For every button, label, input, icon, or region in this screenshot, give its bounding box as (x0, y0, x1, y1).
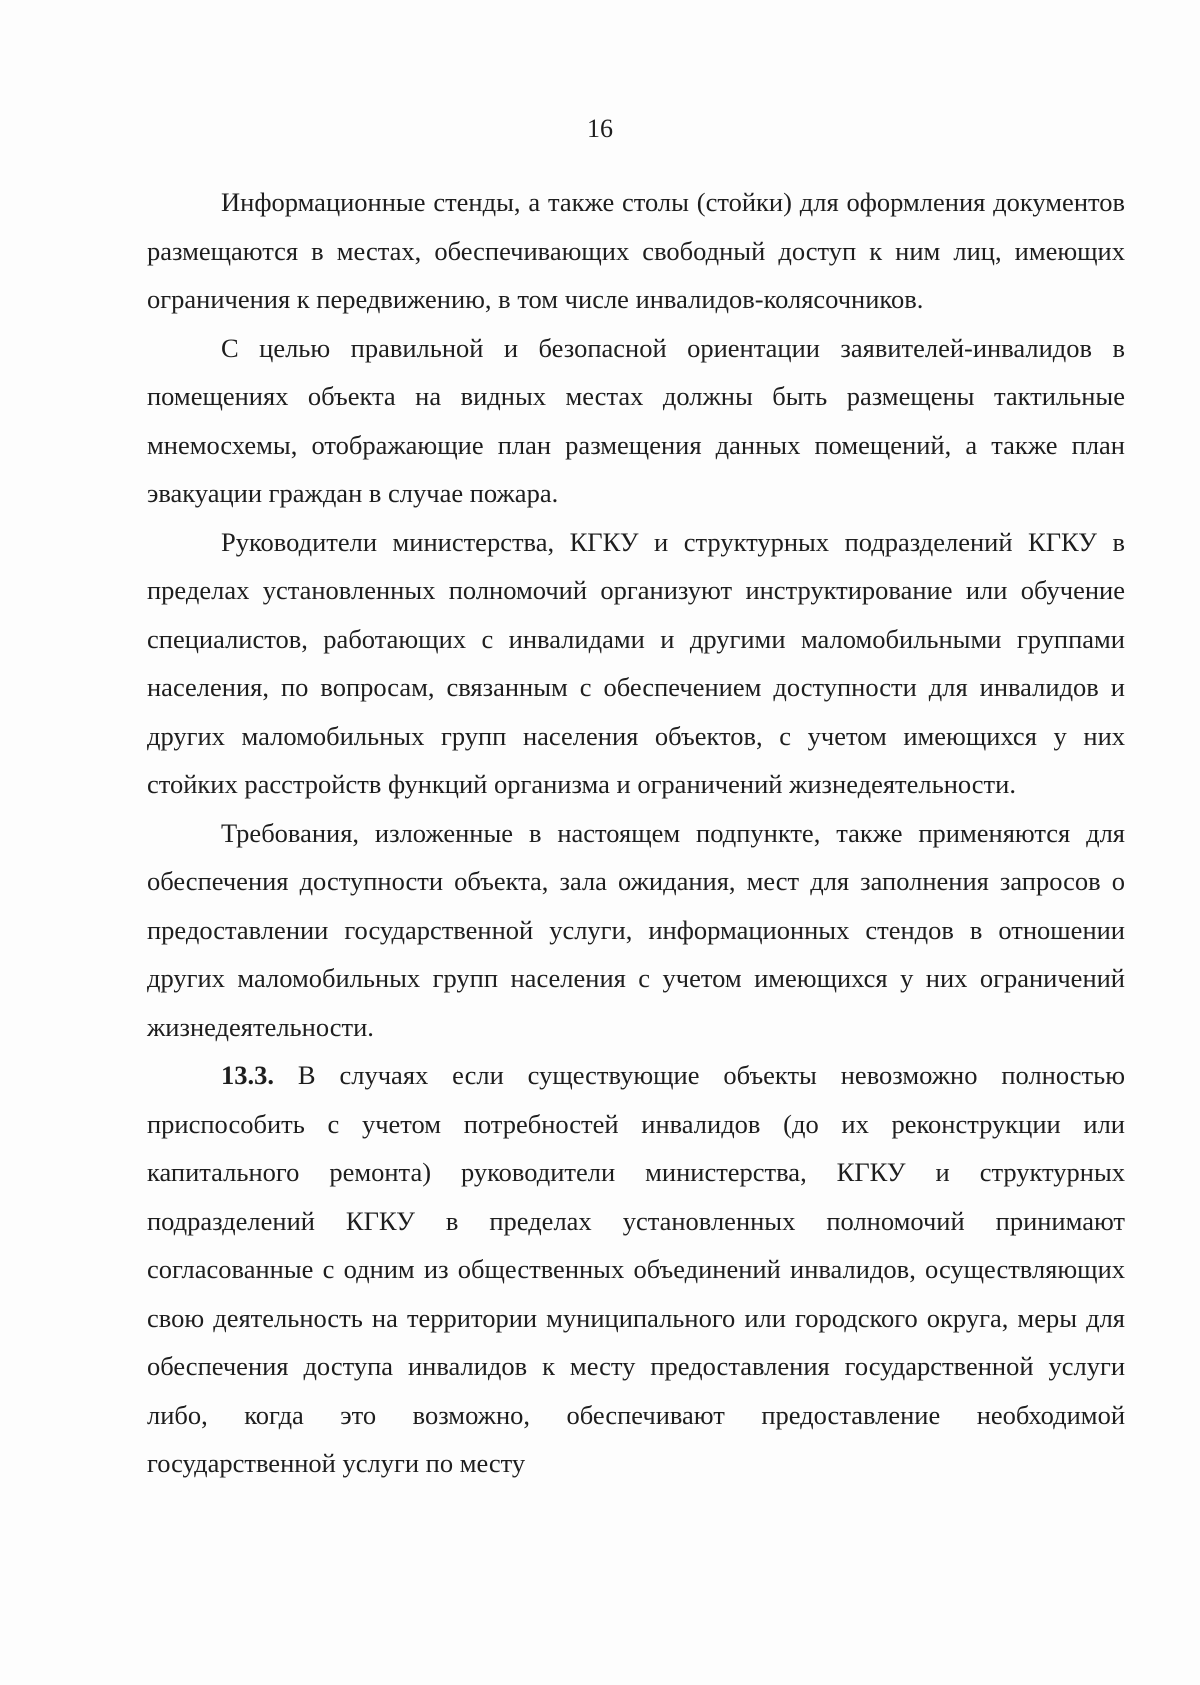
section-13-3-text: В случаях если существующие объекты невозможно полностью приспособить с учетом потребностей инвалидов (до их реконструкции или капитального ремонта) руководители министерства, КГКУ и структурных подразделений КГКУ в пределах установленных полномочий принимают согласованные с одним из общественных объединений инвалидов, осуществляющих свою деятельность на территории муниципального или городского округа, меры для обеспечения доступа инвалидов к месту предоставления государственной услуги либо, когда это возможно, обеспечивают предоставление необходимой государственной услуги по месту (147, 1060, 1125, 1478)
paragraph-requirements: Требования, изложенные в настоящем подпункте, также применяются для обеспечения доступности объекта, зала ожидания, мест для заполнения запросов о предоставлении государственной услуги, информационных стендов в отношении других маломобильных групп населения с учетом имеющихся у них ограничений жизнедеятельности. (147, 817, 1125, 1042)
document-body (147, 178, 1125, 1488)
paragraph-orientation: С целью правильной и безопасной ориентации заявителей-инвалидов в помещениях объекта на видных местах должны быть размещены тактильные мнемосхемы, отображающие план размещения данных помещений, а также план эвакуации граждан в случае пожара. (147, 332, 1125, 508)
paragraph-section-13-3 (147, 1051, 1125, 1488)
paragraph-info-stands: Информационные стенды, а также столы (стойки) для оформления документов размещаются в местах, обеспечивающих свободный доступ к ним лиц, имеющих ограничения к передвижению, в том числе инвалидов-колясочников. (147, 187, 1125, 314)
page-number: 16 (587, 114, 613, 143)
section-number: 13.3. (221, 1060, 274, 1090)
paragraph-instruction: Руководители министерства, КГКУ и структурных подразделений КГКУ в пределах установленных полномочий организуют инструктирование или обучение специалистов, работающих с инвалидами и другими маломобильными группами населения, по вопросам, связанным с обеспечением доступности для инвалидов и других маломобильных групп населения объектов, с учетом имеющихся у них стойких расстройств функций организма и ограничений жизнедеятельности. (147, 526, 1125, 799)
